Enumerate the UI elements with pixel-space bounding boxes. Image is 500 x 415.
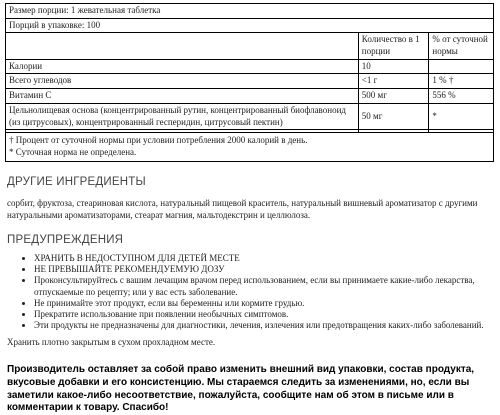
nutrient-dv: *	[429, 103, 494, 129]
amount-header: Количество в 1 порции	[358, 33, 429, 59]
storage-instructions: Хранить плотно закрытым в сухом прохладном месте.	[7, 337, 216, 347]
daily-value-header: % от суточной нормы	[429, 33, 494, 59]
manufacturer-disclaimer: Производитель оставляет за собой право изменить внешний вид упаковки, состав продукта, вкусовые добавки и его консистенцию. Мы стараемся следить за изменениями, но, если вы заметили какое-либо несоответствие, пожалуйста, сообщите нам об этом в письме или в комментарии к товару. Спасибо!	[7, 364, 475, 414]
table-row	[6, 89, 494, 104]
other-ingredients-text: сорбит, фруктоза, стеариновая кислота, натуральный пищевой краситель, натуральный вишневый ароматизатор с другими натуральными ароматизаторами, стеарат магния, мальтодекстрин и целлюлоза.	[7, 198, 478, 220]
table-row	[6, 59, 494, 74]
footnotes-row	[6, 133, 494, 161]
table-row	[6, 103, 494, 129]
list-item: • НЕ ПРЕВЫШАЙТЕ РЕКОМЕНДУЕМУЮ ДОЗУ	[34, 264, 500, 275]
table-row	[6, 74, 494, 89]
nutrient-amount: <1 г	[358, 74, 429, 89]
nutrient-name: Всего углеводов	[6, 74, 359, 89]
list-item: • ХРАНИТЬ В НЕДОСТУПНОМ ДЛЯ ДЕТЕЙ МЕСТЕ	[34, 253, 500, 264]
nutrient-dv: 1 % †	[429, 74, 494, 89]
servings-per-container-row	[6, 18, 494, 33]
list-item: • Не принимайте этот продукт, если вы беременны или кормите грудью.	[34, 298, 500, 309]
nutrient-name: Цельнолищевая основа (концентрированный рутин, концентрированный биофлавоноид (из цитрусовых), концентрированный гесперидин, цитрусовый пектин)	[6, 103, 359, 129]
warnings-title: ПРЕДУПРЕЖДЕНИЯ	[7, 234, 124, 246]
nutrient-amount: 50 мг	[358, 103, 429, 129]
servings-per-container: Порций в упаковке: 100	[6, 18, 494, 33]
footnote-undetermined: * Суточная норма не определена.	[9, 146, 137, 157]
other-ingredients-title: ДРУГИЕ ИНГРЕДИЕНТЫ	[7, 176, 146, 188]
header-blank-cell	[6, 33, 359, 59]
nutrient-name: Витамин С	[6, 89, 359, 104]
footnotes-cell	[6, 133, 494, 161]
serving-size: Размер порции: 1 жевательная таблетка	[6, 4, 494, 19]
footnote-calories: † Процент от суточной нормы при условии потребления 2000 калорий в день.	[9, 135, 308, 146]
list-item: • Прекратите использование при появлении необычных симптомов.	[34, 309, 500, 320]
nutrient-dv: 556 %	[429, 89, 494, 104]
nutrient-amount: 10	[358, 59, 429, 74]
list-item: • Эти продукты не предназначены для диагностики, лечения, излечения или предотвращения каких-либо заболеваний.	[34, 320, 500, 331]
warnings-list	[22, 253, 500, 331]
nutrient-dv	[429, 59, 494, 74]
supplement-facts-table	[5, 3, 494, 162]
nutrient-name: Калории	[6, 59, 359, 74]
table-header-row	[6, 33, 494, 59]
serving-size-row	[6, 4, 494, 19]
nutrient-amount: 500 мг	[358, 89, 429, 104]
list-item: • Проконсультируйтесь с вашим лечащим врачом перед использованием, если вы принимаете какие-либо лекарства, отпускаемые по рецепту; или у вас есть заболевание.	[34, 275, 500, 297]
